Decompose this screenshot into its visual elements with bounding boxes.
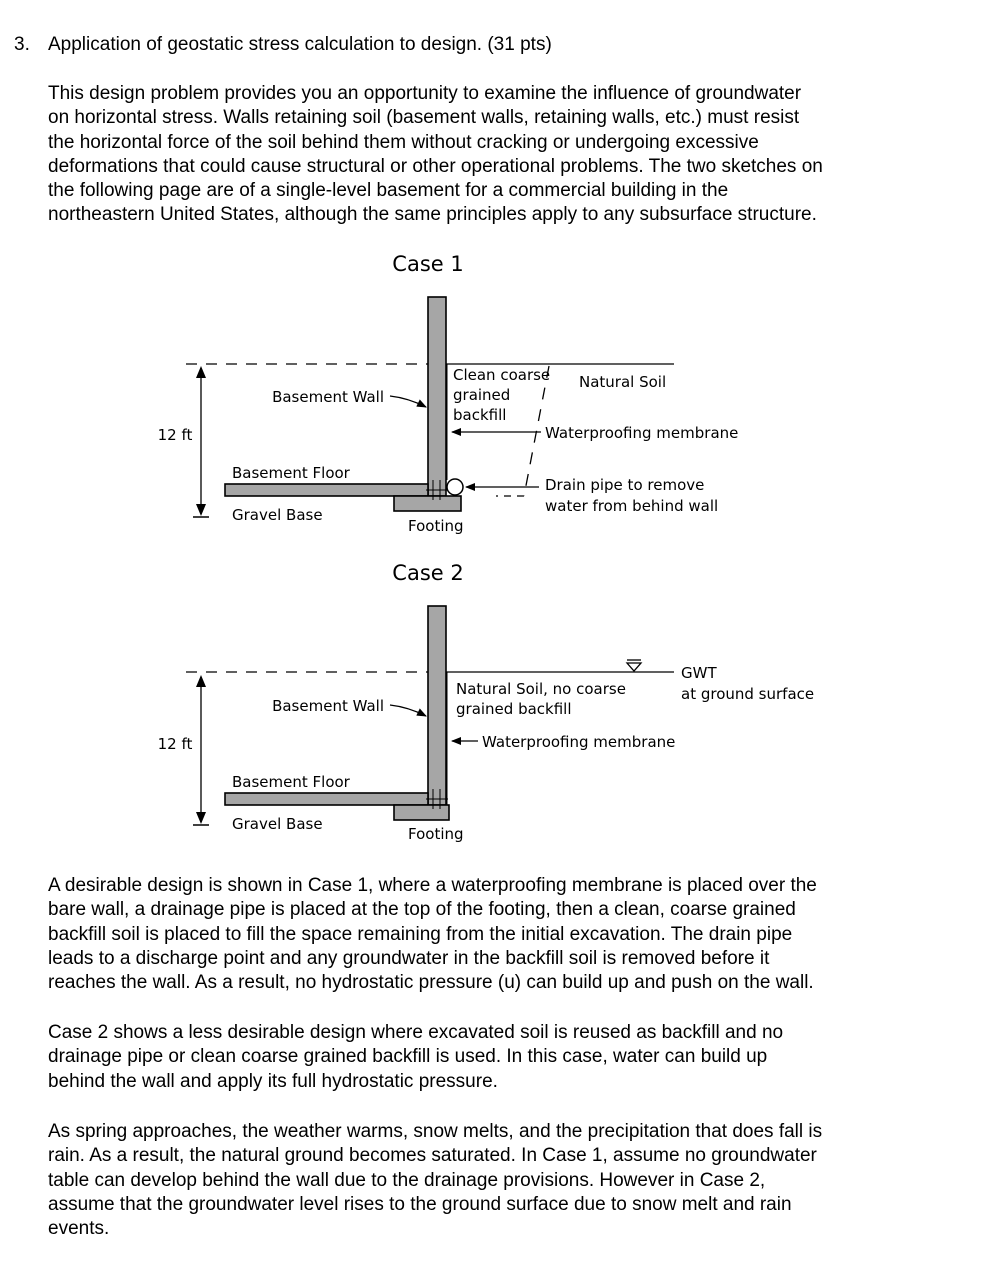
case2-water-table-symbol xyxy=(627,663,641,671)
case1-basement-wall-label: Basement Wall xyxy=(272,388,384,406)
text-line: deformations that could cause structural or other operational problems. The two sketches on xyxy=(48,155,823,177)
case1-backfill-label: grained xyxy=(453,386,511,404)
case2-dimension-arrow-bottom xyxy=(196,812,206,824)
text-line: assume that the groundwater level rises to the ground surface due to snow melt and rain xyxy=(48,1193,792,1215)
case2-membrane-label: Waterproofing membrane xyxy=(482,733,676,751)
case1-dimension-arrow-bottom xyxy=(196,504,206,516)
case2-footing xyxy=(394,805,449,820)
text-line: the horizontal force of the soil behind them without cracking or undergoing excessive xyxy=(48,131,759,153)
text-line: leads to a discharge point and any groundwater in the backfill soil is removed before it xyxy=(48,947,770,969)
conditions-paragraph xyxy=(48,1120,928,1241)
case1-backfill-label: Clean coarse xyxy=(453,366,551,384)
text-line: drainage pipe or clean coarse grained backfill is used. In this case, water can build up xyxy=(48,1046,768,1068)
case2-basement-floor-slab xyxy=(225,793,428,805)
case1-backfill-label: backfill xyxy=(453,406,507,424)
text-line: on horizontal stress. Walls retaining soil (basement walls, retaining walls, etc.) must resist xyxy=(48,107,800,129)
text-line: rain. As a result, the natural ground becomes saturated. In Case 1, assume no groundwater xyxy=(48,1145,817,1167)
case1-basement-floor-label: Basement Floor xyxy=(232,464,350,482)
text-line: reaches the wall. As a result, no hydrostatic pressure (u) can build up and push on the wall. xyxy=(48,972,814,994)
case2-basement-wall xyxy=(428,606,446,805)
case1-drain-label: Drain pipe to remove xyxy=(545,476,705,494)
question-number: 3. xyxy=(14,34,30,55)
case1-basement-floor-slab xyxy=(225,484,428,496)
text-line: northeastern United States, although the same principles apply to any subsurface structure. xyxy=(48,204,817,226)
case1-natural-soil-label: Natural Soil xyxy=(579,373,667,391)
case2-soil-label: Natural Soil, no coarse xyxy=(456,680,626,698)
case2-footing-label: Footing xyxy=(408,825,464,843)
case1-membrane-label: Waterproofing membrane xyxy=(545,424,739,442)
case2-diagram xyxy=(158,561,815,843)
case2-gravel-base-label: Gravel Base xyxy=(232,815,323,833)
case1-basement-wall xyxy=(428,297,446,496)
text-line: backfill soil is placed to fill the space remaining from the initial excavation. The drain pipe xyxy=(48,923,793,945)
case2-gwt-label: at ground surface xyxy=(681,685,815,703)
text-line: table can develop behind the wall due to the drainage provisions. However in Case 2, xyxy=(48,1169,766,1191)
case1-footing-label: Footing xyxy=(408,517,464,535)
text-line: bare wall, a drainage pipe is placed at the top of the footing, then a clean, coarse grained xyxy=(48,899,796,921)
case2-gwt-label: GWT xyxy=(681,664,717,682)
case2-wall-pointer xyxy=(390,705,426,716)
case2-title: Case 2 xyxy=(392,561,464,585)
text-line: events. xyxy=(48,1218,110,1240)
text-line: behind the wall and apply its full hydrostatic pressure. xyxy=(48,1070,498,1092)
case2-dimension-arrow-top xyxy=(196,675,206,687)
case2-basement-floor-label: Basement Floor xyxy=(232,773,350,791)
text-line: A desirable design is shown in Case 1, where a waterproofing membrane is placed over the xyxy=(48,875,817,896)
case2-description-paragraph xyxy=(48,1021,928,1094)
case1-drain-pipe xyxy=(447,479,463,495)
case1-diagram xyxy=(158,252,739,535)
case1-title: Case 1 xyxy=(392,252,464,276)
case2-height-label: 12 ft xyxy=(157,735,193,753)
case1-height-label: 12 ft xyxy=(157,426,193,444)
text-line: Case 2 shows a less desirable design where excavated soil is reused as backfill and no xyxy=(48,1022,784,1043)
case1-wall-pointer xyxy=(390,396,426,407)
case2-basement-wall-label: Basement Wall xyxy=(272,697,384,715)
case1-gravel-base-label: Gravel Base xyxy=(232,506,323,524)
case1-drain-label: water from behind wall xyxy=(545,497,719,515)
case1-footing xyxy=(394,496,461,511)
text-line: the following page are of a single-level basement for a commercial building in the xyxy=(48,180,729,202)
case2-soil-label: grained backfill xyxy=(456,700,572,718)
text-line: As spring approaches, the weather warms, snow melts, and the precipitation that does fall is xyxy=(48,1121,823,1142)
question-title: Application of geostatic stress calculation to design. (31 pts) xyxy=(48,34,552,55)
text-line: This design problem provides you an opportunity to examine the influence of groundwater xyxy=(48,83,802,104)
case1-dimension-arrow-top xyxy=(196,366,206,378)
case1-description-paragraph xyxy=(48,874,928,995)
